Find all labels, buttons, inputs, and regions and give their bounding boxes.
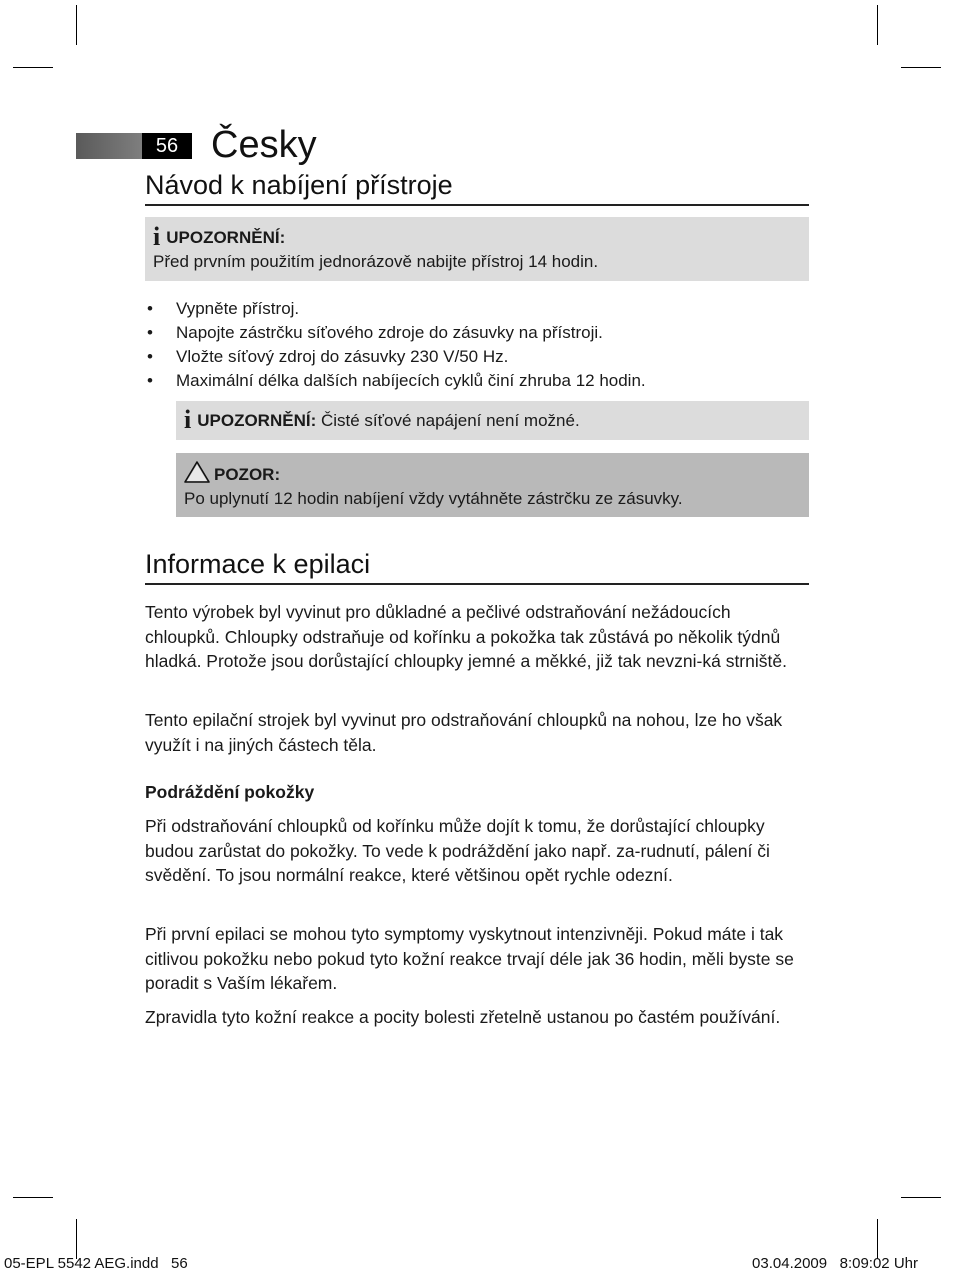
note-text: Před prvním použitím jednorázově nabijte přístroj 14 hodin. xyxy=(153,252,599,271)
caution-header xyxy=(184,461,801,487)
note-box-mains-operation xyxy=(176,401,809,440)
list-item: • Napojte zástrčku síťového zdroje do zásuvky na přístroji. xyxy=(145,321,809,345)
section-title-epilation-info: Informace k epilaci xyxy=(145,547,809,585)
caution-label: POZOR: xyxy=(214,465,281,484)
crop-mark-bottom-right-vertical xyxy=(877,1219,878,1259)
crop-mark-top-right-horizontal xyxy=(901,67,941,68)
warning-triangle-icon xyxy=(184,461,210,483)
language-title: Česky xyxy=(211,124,317,166)
paragraph: Tento výrobek byl vyvinut pro důkladné a pečlivé odstraňování nežádoucích chloupků. Chloupky odstraňuje od kořínku a pokožka tak zůstává po několik týdnů hladká. Protože jsou dorůstající chloupky jemné a měkké, již tak nevzni-ká strniště. xyxy=(145,602,787,671)
paragraph: Při odstraňování chloupků od kořínku může dojít k tomu, že dorůstající chloupky budou zarůstat do pokožky. To vede k podráždění jako např. za-rudnutí, pálení či svědění. To jsou normální reakce, které většinou opět rychle odezní. xyxy=(145,816,770,885)
crop-mark-bottom-left-horizontal xyxy=(13,1197,53,1198)
subheading-skin-irritation: Podráždění pokožky xyxy=(145,782,315,802)
note-label: UPOZORNĚNÍ: xyxy=(197,411,317,430)
list-item: • Vypněte přístroj. xyxy=(145,297,809,321)
paragraph: Zpravidla tyto kožní reakce a pocity bolesti zřetelně ustanou po častém používání. xyxy=(145,1007,781,1027)
crop-mark-bottom-left-vertical xyxy=(76,1219,77,1259)
crop-mark-top-left-horizontal xyxy=(13,67,53,68)
crop-mark-bottom-right-horizontal xyxy=(901,1197,941,1198)
list-item: • Maximální délka dalších nabíjecích cyklů činí zhruba 12 hodin. xyxy=(145,369,809,393)
note-box-first-use xyxy=(145,217,809,281)
paragraph: Při první epilaci se mohou tyto symptomy vyskytnout intenzivněji. Pokud máte i tak citlivou pokožku nebo pokud tyto kožní reakce trvají déle jak 36 hodin, měli byste se poradit s Vaším lékařem. xyxy=(145,924,794,993)
caution-box xyxy=(176,453,809,517)
footer-file-info: 05-EPL 5542 AEG.indd 56 xyxy=(4,1255,188,1272)
caution-text: Po uplynutí 12 hodin nabíjení vždy vytáhněte zástrčku ze zásuvky. xyxy=(184,489,683,508)
paragraph: Tento epilační strojek byl vyvinut pro odstraňování chloupků na nohou, lze ho však využít i na jiných částech těla. xyxy=(145,710,783,755)
list-item: • Vložte síťový zdroj do zásuvky 230 V/50 Hz. xyxy=(145,345,809,369)
info-icon: i xyxy=(184,405,192,434)
crop-mark-top-right-vertical xyxy=(877,5,878,45)
page-number: 56 xyxy=(142,133,192,159)
note-label: UPOZORNĚNÍ: xyxy=(166,228,286,247)
info-icon: i xyxy=(153,222,161,251)
footer-timestamp: 03.04.2009 8:09:02 Uhr xyxy=(752,1255,918,1272)
crop-mark-top-left-vertical xyxy=(76,5,77,45)
section-title-charging: Návod k nabíjení přístroje xyxy=(145,168,809,206)
note-text: Čisté síťové napájení není možné. xyxy=(320,411,580,430)
charging-steps-list xyxy=(145,297,809,393)
note-header xyxy=(153,222,801,251)
